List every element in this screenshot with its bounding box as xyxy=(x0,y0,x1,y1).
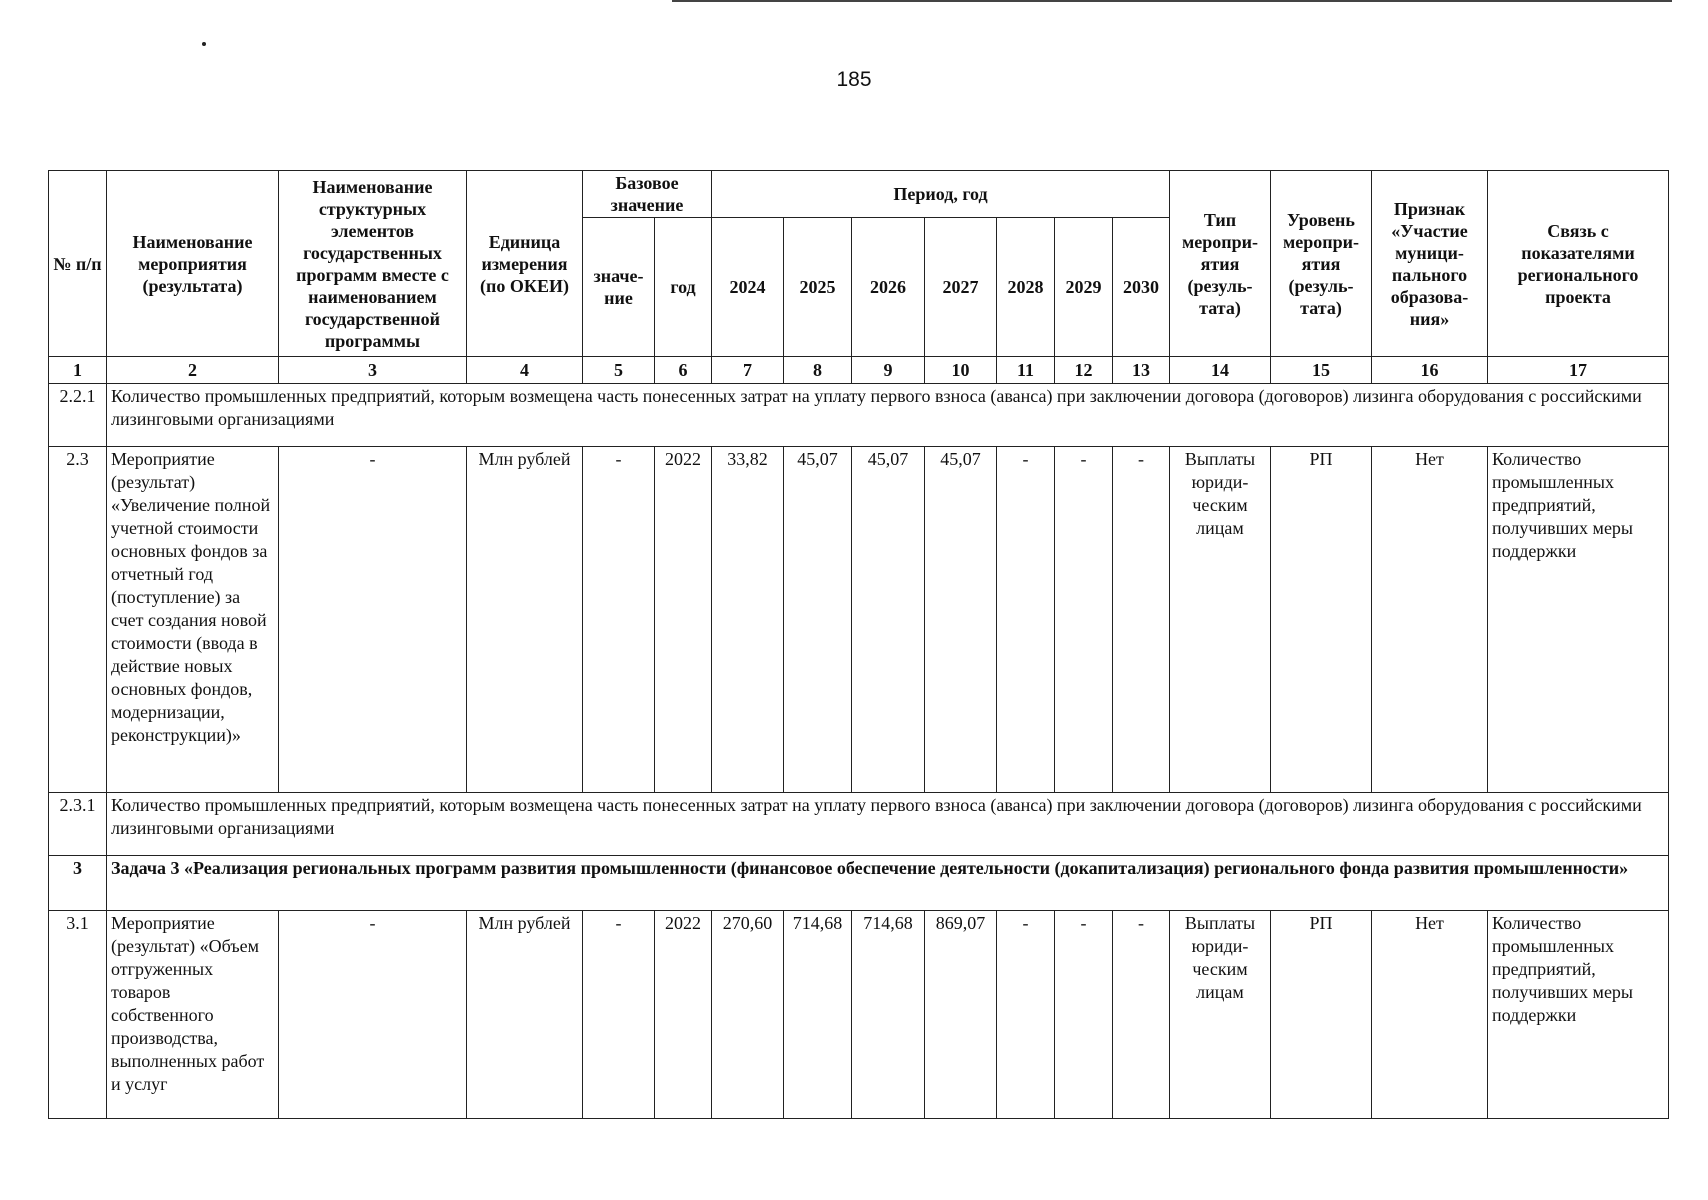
top-rule xyxy=(672,0,1672,2)
unit-cell: Млн рублей xyxy=(467,911,583,1119)
header-unit: Единица измерения (по ОКЕИ) xyxy=(467,171,583,357)
row-number: 2.3 xyxy=(49,447,107,793)
year-value: - xyxy=(1055,911,1113,1119)
header-year: 2025 xyxy=(784,218,852,357)
unit-cell: Млн рублей xyxy=(467,447,583,793)
column-number: 14 xyxy=(1170,357,1271,384)
header-municipal: Признак «Участие муници-пального образова-ния» xyxy=(1372,171,1488,357)
row-number: 2.2.1 xyxy=(49,384,107,447)
table-row-span xyxy=(49,793,1669,856)
column-number: 13 xyxy=(1113,357,1170,384)
year-value: 714,68 xyxy=(852,911,925,1119)
measure-name: Мероприятие (результат) «Объем отгруженных товаров собственного производства, выполненных работ и услуг xyxy=(107,911,279,1119)
header-year: 2027 xyxy=(925,218,997,357)
row-number: 3 xyxy=(49,856,107,911)
table-row-measure xyxy=(49,447,1669,793)
header-structural: Наименование структурных элементов государственных программ вместе с наименованием государственной программы xyxy=(279,171,467,357)
year-value: - xyxy=(997,911,1055,1119)
column-number: 12 xyxy=(1055,357,1113,384)
header-year: 2029 xyxy=(1055,218,1113,357)
column-number: 7 xyxy=(712,357,784,384)
column-number: 5 xyxy=(583,357,655,384)
row-number: 3.1 xyxy=(49,911,107,1119)
header-year: 2030 xyxy=(1113,218,1170,357)
task-title: Задача 3 «Реализация региональных программ развития промышленности (финансовое обеспечение деятельности (докапитализация) регионального фонда развития промышленности» xyxy=(107,856,1669,911)
base-value: - xyxy=(583,447,655,793)
base-value: - xyxy=(583,911,655,1119)
year-value: 270,60 xyxy=(712,911,784,1119)
year-value: - xyxy=(1055,447,1113,793)
base-year: 2022 xyxy=(655,447,712,793)
table-row-measure xyxy=(49,911,1669,1119)
header-row-top xyxy=(49,171,1669,218)
year-value: 45,07 xyxy=(852,447,925,793)
column-number: 8 xyxy=(784,357,852,384)
header-base: Базовое значение xyxy=(583,171,712,218)
header-year: 2026 xyxy=(852,218,925,357)
header-type: Тип меропри-ятия (резуль-тата) xyxy=(1170,171,1271,357)
table-row-span xyxy=(49,384,1669,447)
column-number: 16 xyxy=(1372,357,1488,384)
year-value: 869,07 xyxy=(925,911,997,1119)
municipal-flag: Нет xyxy=(1372,911,1488,1119)
column-number-row xyxy=(49,357,1669,384)
column-number: 6 xyxy=(655,357,712,384)
header-link: Связь с показателями регионального проекта xyxy=(1488,171,1669,357)
header-num: № п/п xyxy=(49,171,107,357)
column-number: 9 xyxy=(852,357,925,384)
header-name: Наименование мероприятия (результата) xyxy=(107,171,279,357)
column-number: 11 xyxy=(997,357,1055,384)
column-number: 3 xyxy=(279,357,467,384)
column-number: 1 xyxy=(49,357,107,384)
project-link: Количество промышленных предприятий, получивших меры поддержки xyxy=(1488,447,1669,793)
scan-speck xyxy=(202,42,206,46)
row-number: 2.3.1 xyxy=(49,793,107,856)
structural-element: - xyxy=(279,911,467,1119)
column-number: 2 xyxy=(107,357,279,384)
column-number: 17 xyxy=(1488,357,1669,384)
structural-element: - xyxy=(279,447,467,793)
header-year: 2028 xyxy=(997,218,1055,357)
measure-level: РП xyxy=(1271,447,1372,793)
measure-type: Выплаты юриди-ческим лицам xyxy=(1170,447,1271,793)
header-base-value: значе-ние xyxy=(583,218,655,357)
measure-type: Выплаты юриди-ческим лицам xyxy=(1170,911,1271,1119)
table-row-task xyxy=(49,856,1669,911)
year-value: - xyxy=(997,447,1055,793)
base-year: 2022 xyxy=(655,911,712,1119)
year-value: 714,68 xyxy=(784,911,852,1119)
measures-table xyxy=(48,170,1669,1119)
project-link: Количество промышленных предприятий, получивших меры поддержки xyxy=(1488,911,1669,1119)
header-base-year: год xyxy=(655,218,712,357)
measure-level: РП xyxy=(1271,911,1372,1119)
year-value: - xyxy=(1113,911,1170,1119)
year-value: - xyxy=(1113,447,1170,793)
municipal-flag: Нет xyxy=(1372,447,1488,793)
year-value: 33,82 xyxy=(712,447,784,793)
column-number: 15 xyxy=(1271,357,1372,384)
header-level: Уровень меропри-ятия (резуль-тата) xyxy=(1271,171,1372,357)
header-period: Период, год xyxy=(712,171,1170,218)
header-year: 2024 xyxy=(712,218,784,357)
year-value: 45,07 xyxy=(925,447,997,793)
indicator-text: Количество промышленных предприятий, которым возмещена часть понесенных затрат на уплату первого взноса (аванса) при заключении договора (договоров) лизинга оборудования с российскими лизинговыми организациями xyxy=(107,793,1669,856)
column-number: 4 xyxy=(467,357,583,384)
indicator-text: Количество промышленных предприятий, которым возмещена часть понесенных затрат на уплату первого взноса (аванса) при заключении договора (договоров) лизинга оборудования с российскими лизинговыми организациями xyxy=(107,384,1669,447)
column-number: 10 xyxy=(925,357,997,384)
year-value: 45,07 xyxy=(784,447,852,793)
measure-name: Мероприятие (результат) «Увеличение полной учетной стоимости основных фондов за отчетный год (поступление) за счет создания новой стоимости (ввода в действие новых основных фондов, модернизации, реконструкции)» xyxy=(107,447,279,793)
page-number: 185 xyxy=(836,68,872,91)
